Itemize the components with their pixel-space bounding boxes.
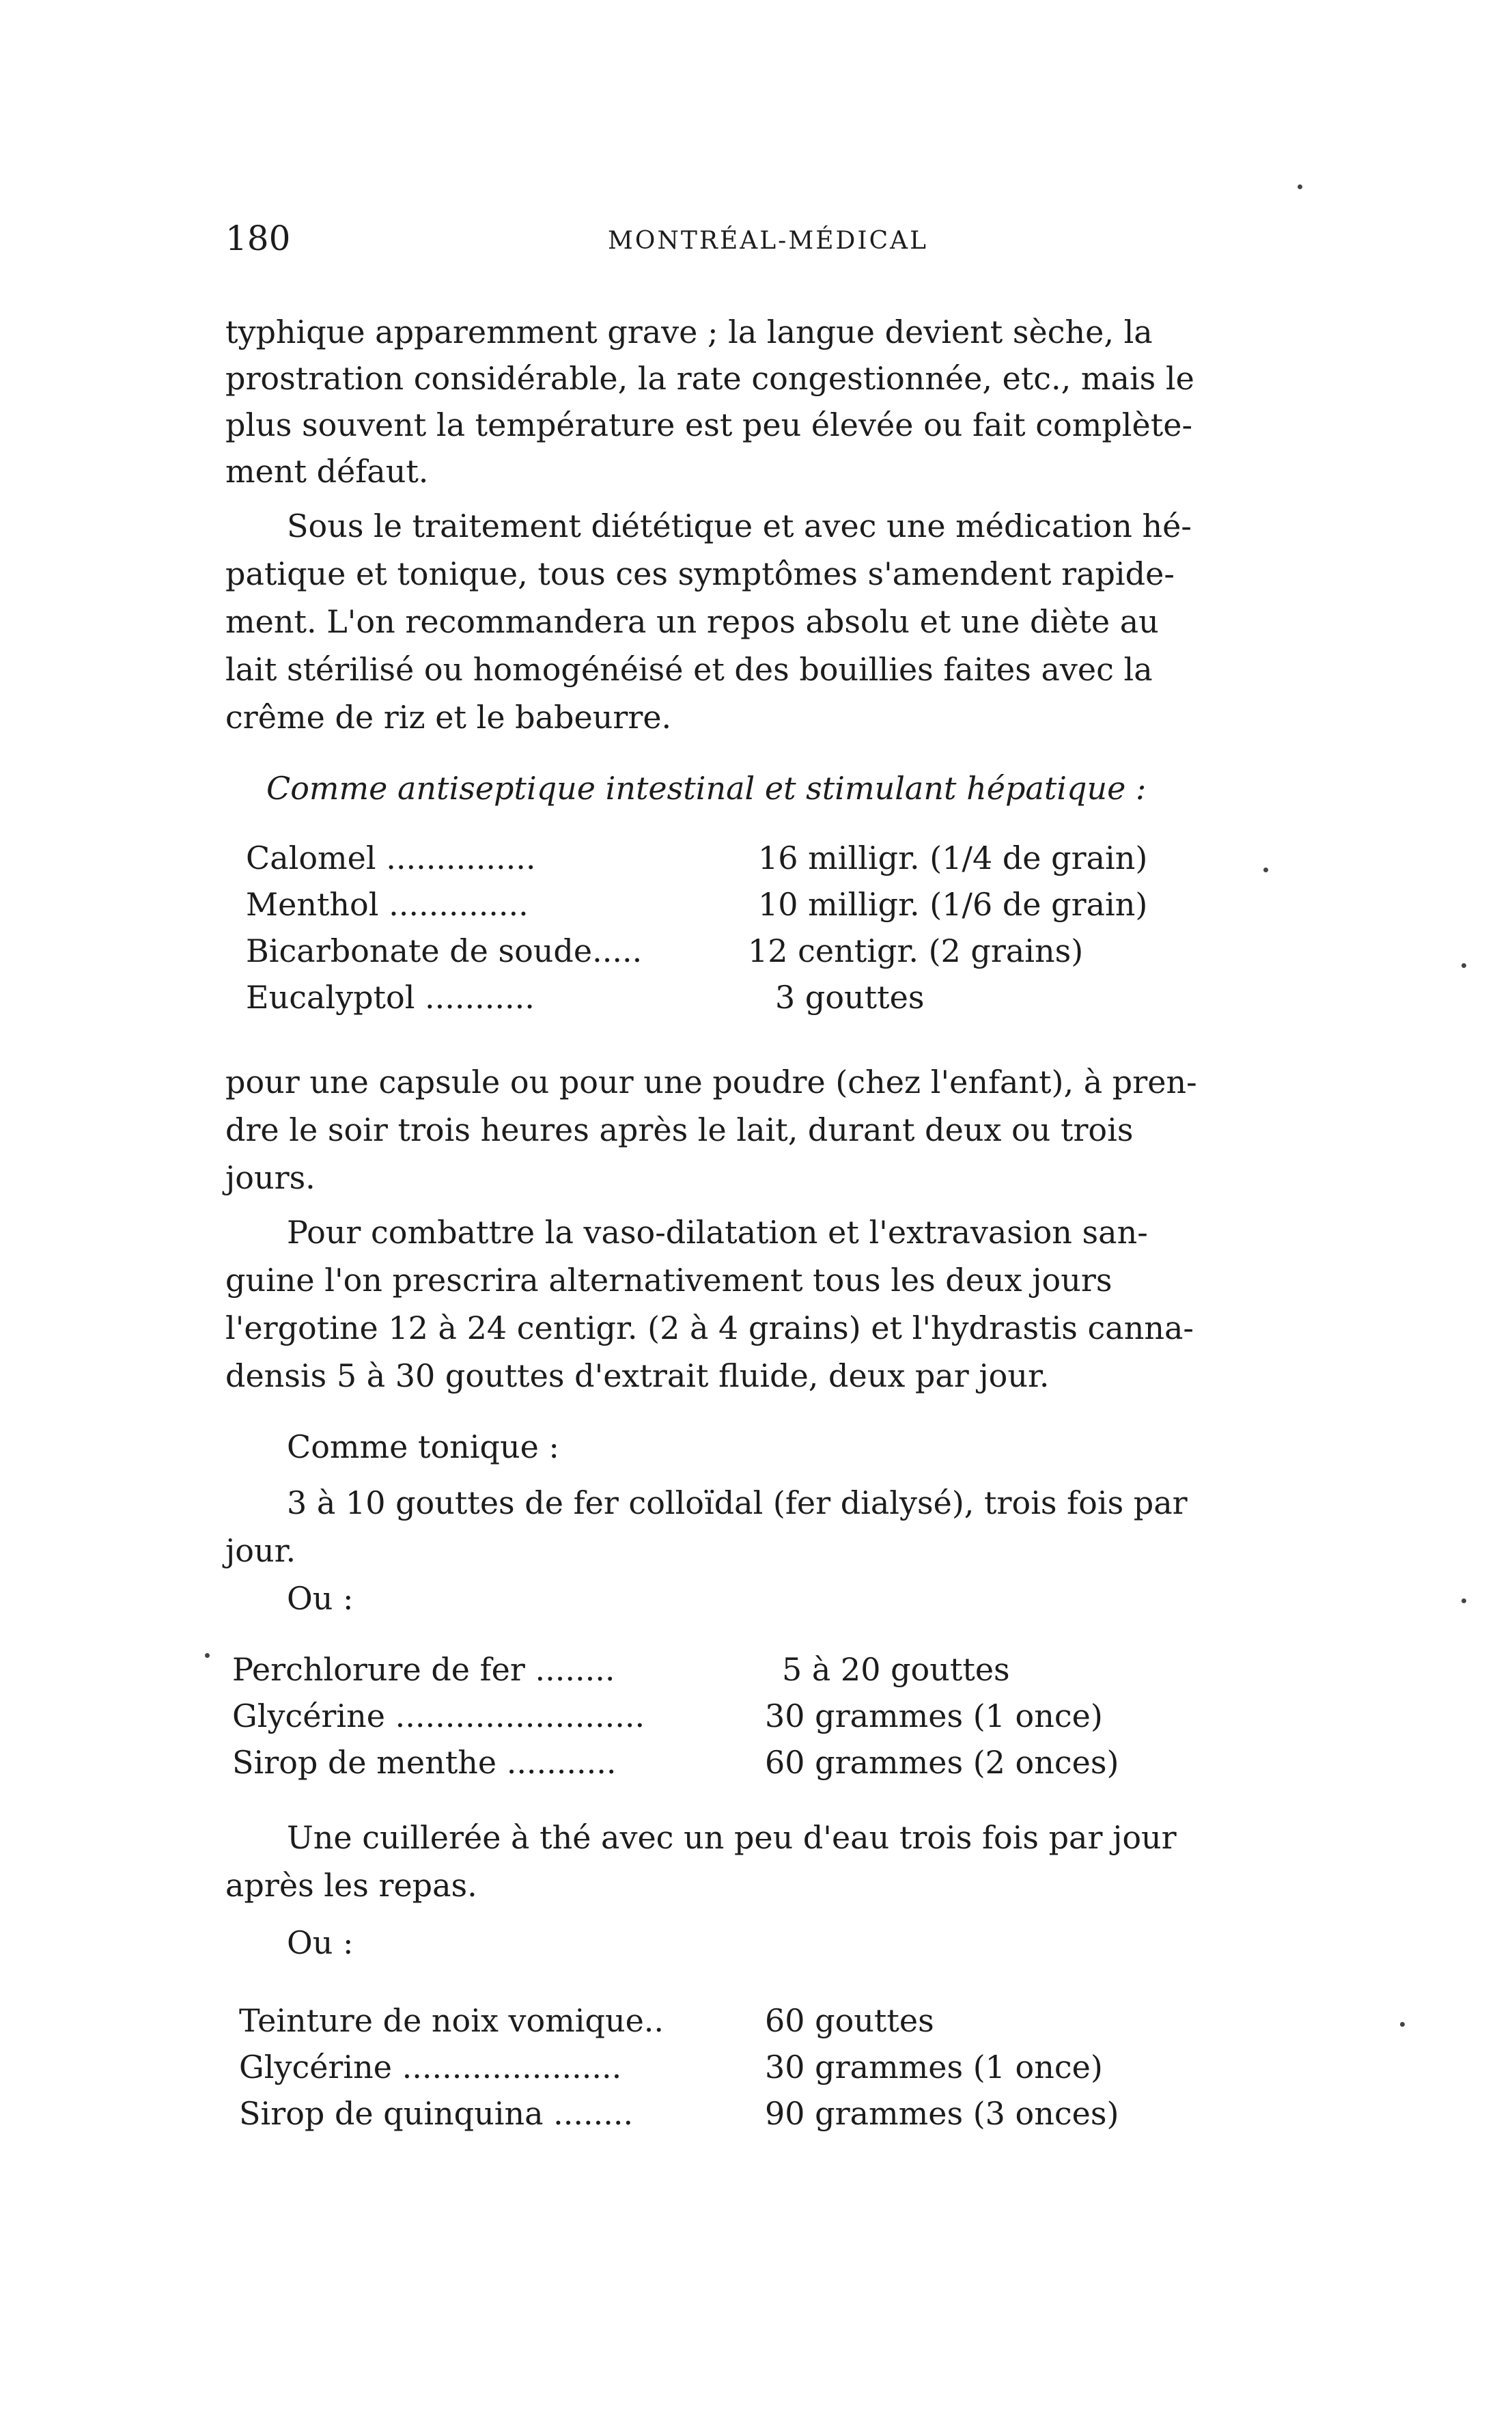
text-line: plus souvent la température est peu élevée ou fait complète-	[225, 406, 1192, 443]
prescription-row	[232, 1693, 1257, 1739]
ingredient-dose: 60 gouttes	[765, 2002, 934, 2039]
text-line: 3 à 10 gouttes de fer colloïdal (fer dialysé), trois fois par	[287, 1484, 1188, 1521]
scan-speck	[205, 1653, 210, 1658]
ingredient-dose: 30 grammes (1 once)	[765, 2049, 1103, 2086]
text-line: Une cuillerée à thé avec un peu d'eau trois fois par jour	[287, 1819, 1177, 1856]
ingredient-name: Perchlorure de fer ........	[232, 1651, 615, 1688]
text-line: jour.	[225, 1532, 296, 1569]
scan-speck	[1298, 184, 1302, 189]
prescription-2	[232, 1646, 1257, 1786]
text-line: Pour combattre la vaso-dilatation et l'extravasion san-	[287, 1214, 1148, 1251]
text-line: lait stérilisé ou homogénéisé et des bouillies faites avec la	[225, 651, 1153, 688]
scan-speck	[1263, 868, 1268, 872]
alternative-label: Ou :	[287, 1580, 354, 1617]
text-line: ment. L'on recommandera un repos absolu et une diète au	[225, 603, 1159, 640]
scan-speck	[1461, 963, 1466, 968]
text-line: patique et tonique, tous ces symptômes s'amendent rapide-	[225, 555, 1175, 592]
section-heading-antiseptic: Comme antiseptique intestinal et stimulant hépatique :	[266, 770, 1147, 807]
ingredient-dose: 5 à 20 gouttes	[782, 1651, 1010, 1688]
ingredient-dose: 90 grammes (3 onces)	[765, 2095, 1119, 2132]
ingredient-dose: 60 grammes (2 onces)	[765, 1744, 1119, 1781]
ingredient-dose: 16 milligr. (1/4 de grain)	[758, 840, 1148, 876]
ingredient-name: Calomel ...............	[246, 840, 536, 876]
prescription-row	[246, 881, 1270, 928]
text-line: dre le soir trois heures après le lait, durant deux ou trois	[225, 1111, 1134, 1148]
ingredient-dose: 3 gouttes	[775, 979, 925, 1016]
prescription-row	[246, 974, 1270, 1021]
scan-speck	[1461, 1598, 1466, 1603]
ingredient-name: Glycérine .........................	[232, 1698, 645, 1734]
prescription-3	[239, 1997, 1263, 2137]
text-line: ment défaut.	[225, 453, 429, 490]
ingredient-dose: 30 grammes (1 once)	[765, 1698, 1103, 1734]
text-line: l'ergotine 12 à 24 centigr. (2 à 4 grains) et l'hydrastis canna-	[225, 1310, 1194, 1346]
prescription-row	[232, 1646, 1257, 1693]
scan-speck	[1400, 2022, 1405, 2027]
ingredient-name: Sirop de menthe ...........	[232, 1744, 617, 1781]
ingredient-name: Menthol ..............	[246, 886, 529, 923]
section-heading-tonic: Comme tonique :	[287, 1428, 559, 1465]
ingredient-name: Glycérine ......................	[239, 2049, 622, 2086]
text-line: jours.	[225, 1159, 316, 1196]
text-line: crême de riz et le babeurre.	[225, 699, 672, 736]
page-number: 180	[225, 219, 291, 258]
prescription-row	[246, 835, 1270, 881]
ingredient-name: Teinture de noix vomique..	[239, 2002, 664, 2039]
text-line: après les repas.	[225, 1867, 477, 1904]
alternative-label: Ou :	[287, 1924, 354, 1961]
prescription-1	[246, 835, 1270, 1021]
text-line: typhique apparemment grave ; la langue devient sèche, la	[225, 314, 1153, 350]
ingredient-dose: 12 centigr. (2 grains)	[748, 932, 1084, 969]
page-header	[225, 219, 1318, 273]
text-line: pour une capsule ou pour une poudre (chez l'enfant), à pren-	[225, 1064, 1197, 1100]
prescription-row	[232, 1739, 1257, 1786]
prescription-row	[239, 2090, 1263, 2137]
text-line: prostration considérable, la rate congestionnée, etc., mais le	[225, 360, 1194, 397]
ingredient-name: Bicarbonate de soude.....	[246, 932, 643, 969]
prescription-row	[239, 1997, 1263, 2044]
prescription-row	[246, 928, 1270, 974]
ingredient-name: Sirop de quinquina ........	[239, 2095, 634, 2132]
ingredient-dose: 10 milligr. (1/6 de grain)	[758, 886, 1148, 923]
text-line: densis 5 à 30 gouttes d'extrait fluide, deux par jour.	[225, 1357, 1050, 1394]
running-title: MONTRÉAL-MÉDICAL	[608, 227, 929, 255]
prescription-row	[239, 2044, 1263, 2090]
text-line: Sous le traitement diététique et avec une médication hé-	[287, 508, 1192, 544]
text-line: guine l'on prescrira alternativement tous les deux jours	[225, 1262, 1112, 1299]
ingredient-name: Eucalyptol ...........	[246, 979, 535, 1016]
